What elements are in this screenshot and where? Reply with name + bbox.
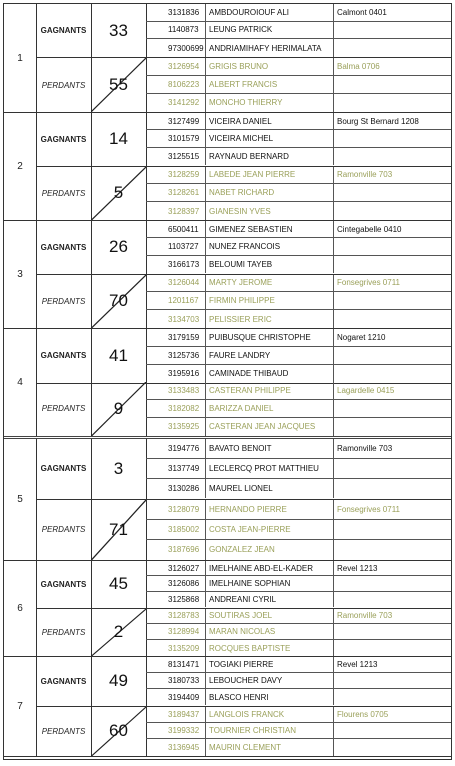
club-name: Fonsegrives 0711 (337, 504, 400, 514)
club-name: Calmont 0401 (337, 7, 387, 17)
club-name (334, 459, 451, 478)
player-name: GRIGIS BRUNO (206, 58, 334, 75)
club-name: Flourens 0705 (337, 709, 389, 719)
club-name (334, 520, 451, 539)
club-name (334, 689, 451, 705)
group-number: 1 (4, 4, 37, 112)
player-id: 3137749 (146, 459, 206, 478)
winners-block (36, 439, 451, 500)
club-name (334, 202, 451, 220)
group-number: 7 (4, 657, 37, 756)
losers-label: PERDANTS (36, 500, 92, 561)
player-id: 1103727 (146, 238, 206, 254)
club-name (334, 739, 451, 755)
club-name (334, 592, 451, 607)
results-sheet (3, 3, 452, 760)
player-row (146, 329, 451, 347)
losers-score (91, 707, 147, 757)
winners-label: GAGNANTS (36, 657, 92, 706)
score-value: 55 (109, 75, 128, 94)
player-name: CASTERAN PHILIPPE (206, 382, 334, 399)
player-name: FIRMIN PHILIPPE (206, 292, 334, 309)
player-name: ROCQUES BAPTISTE (206, 640, 334, 656)
club-name (334, 39, 451, 57)
winners-block (36, 657, 451, 707)
losers-block (36, 58, 451, 112)
player-row (146, 4, 451, 22)
player-row (146, 202, 451, 220)
player-row (146, 76, 451, 94)
winners-label: GAGNANTS (36, 561, 92, 608)
winners-score (91, 657, 147, 706)
player-id: 3128259 (146, 167, 206, 184)
player-row (146, 624, 451, 640)
player-row (146, 256, 451, 273)
club-name: Ramonville 703 (337, 170, 393, 180)
player-name: BLASCO HENRI (206, 689, 334, 705)
winners-score (91, 561, 147, 608)
player-name: GIMENEZ SEBASTIEN (206, 221, 334, 237)
losers-score (91, 167, 147, 221)
player-row (146, 310, 451, 328)
player-name: VICEIRA DANIEL (206, 113, 334, 129)
club-name (334, 347, 451, 364)
player-name: AMBDOUROIOUF ALI (206, 4, 334, 21)
player-name: MONCHO THIERRY (206, 94, 334, 112)
match-group (4, 439, 451, 561)
winners-score (91, 439, 147, 499)
player-row (146, 400, 451, 418)
match-group (4, 4, 451, 113)
losers-label: PERDANTS (36, 275, 92, 329)
player-id: 3101579 (146, 130, 206, 146)
player-row (146, 479, 451, 499)
score-value: 70 (109, 291, 128, 311)
player-id: 3199332 (146, 723, 206, 738)
player-row (146, 418, 451, 436)
player-name: LEBOUCHER DAVY (206, 673, 334, 688)
player-row (146, 94, 451, 112)
score-value: 41 (109, 345, 128, 365)
player-row (146, 576, 451, 591)
club-name (334, 723, 451, 738)
player-row (146, 561, 451, 576)
player-name: IMELHAINE ABD-EL-KADER (206, 561, 334, 575)
player-row (146, 113, 451, 130)
club-name (334, 640, 451, 656)
player-name: PUIBUSQUE CHRISTOPHE (206, 329, 334, 346)
winners-block (36, 329, 451, 384)
losers-block (36, 707, 451, 757)
losers-score (91, 382, 147, 437)
player-id: 3194409 (146, 689, 206, 705)
player-name: LECLERCQ PROT MATTHIEU (206, 459, 334, 478)
player-id: 3166173 (146, 256, 206, 273)
losers-block (36, 167, 451, 221)
losers-block (36, 382, 451, 437)
player-name: LEUNG PATRICK (206, 22, 334, 39)
score-value: 14 (109, 129, 128, 149)
player-id: 3133483 (146, 382, 206, 399)
club-name: Fonsegrives 0711 (337, 278, 400, 288)
winners-score (91, 329, 147, 383)
player-id: 3128261 (146, 184, 206, 201)
player-name: MARAN NICOLAS (206, 624, 334, 639)
player-row (146, 439, 451, 459)
player-row (146, 221, 451, 238)
club-name (334, 576, 451, 590)
losers-block (36, 500, 451, 561)
player-id: 3128079 (146, 500, 206, 519)
player-row (146, 58, 451, 76)
player-name: COSTA JEAN-PIERRE (206, 520, 334, 539)
score-value: 60 (109, 721, 128, 741)
player-name: CAMINADE THIBAUD (206, 365, 334, 383)
player-row (146, 167, 451, 185)
losers-score (91, 500, 147, 561)
club-name: Revel 1213 (337, 660, 378, 670)
player-name: SOUTIRAS JOEL (206, 609, 334, 624)
player-name: ANDREANI CYRIL (206, 592, 334, 607)
player-id: 1140873 (146, 22, 206, 39)
player-id: 3126044 (146, 275, 206, 292)
player-row (146, 540, 451, 560)
group-number: 5 (4, 439, 37, 560)
club-name (334, 310, 451, 328)
score-value: 49 (109, 671, 128, 691)
player-id: 1201167 (146, 292, 206, 309)
club-name (334, 624, 451, 639)
club-name (334, 94, 451, 112)
player-name: HERNANDO PIERRE (206, 500, 334, 519)
losers-label: PERDANTS (36, 167, 92, 221)
club-name (334, 673, 451, 688)
player-id: 3125736 (146, 347, 206, 364)
player-id: 3136945 (146, 739, 206, 755)
player-row (146, 739, 451, 755)
player-name: BARIZZA DANIEL (206, 400, 334, 417)
club-name (334, 76, 451, 93)
player-name: VICEIRA MICHEL (206, 130, 334, 146)
player-name: NABET RICHARD (206, 184, 334, 201)
player-name: ALBERT FRANCIS (206, 76, 334, 93)
player-id: 3189437 (146, 707, 206, 722)
player-id: 3182082 (146, 400, 206, 417)
winners-score (91, 113, 147, 166)
player-id: 3126954 (146, 58, 206, 75)
winners-label: GAGNANTS (36, 113, 92, 166)
player-row (146, 500, 451, 520)
losers-label: PERDANTS (36, 58, 92, 112)
player-row (146, 238, 451, 255)
score-value: 5 (113, 183, 124, 203)
score-value: 45 (109, 574, 128, 594)
player-name: GONZALEZ JEAN (206, 540, 334, 560)
player-id: 3128783 (146, 609, 206, 624)
player-id: 3134703 (146, 310, 206, 328)
player-id: 3187696 (146, 540, 206, 560)
player-row (146, 365, 451, 383)
player-id: 3127499 (146, 113, 206, 129)
player-row (146, 640, 451, 656)
player-name: MARTY JEROME (206, 275, 334, 292)
losers-block (36, 609, 451, 657)
club-name (334, 479, 451, 499)
player-id: 3194776 (146, 439, 206, 458)
winners-block (36, 113, 451, 167)
player-name: CASTERAN JEAN JACQUES (206, 418, 334, 436)
winners-label: GAGNANTS (36, 4, 92, 57)
club-name (334, 418, 451, 436)
winners-block (36, 221, 451, 275)
player-id: 3128994 (146, 624, 206, 639)
player-id: 3126027 (146, 561, 206, 575)
player-id: 3130286 (146, 479, 206, 499)
player-row (146, 39, 451, 57)
player-row (146, 609, 451, 625)
match-group (4, 113, 451, 221)
club-name (334, 148, 451, 165)
player-id: 8106223 (146, 76, 206, 93)
club-name: Bourg St Bernard 1208 (337, 116, 419, 126)
player-row (146, 275, 451, 293)
player-id: 3125515 (146, 148, 206, 165)
losers-block (36, 275, 451, 329)
player-id: 3141292 (146, 94, 206, 112)
winners-block (36, 4, 451, 58)
player-id: 97300699 (146, 39, 206, 57)
player-row (146, 347, 451, 365)
player-row (146, 22, 451, 40)
player-name: MAURIN CLEMENT (206, 739, 334, 755)
club-name: Nogaret 1210 (337, 332, 386, 342)
match-group (4, 221, 451, 329)
club-name: Balma 0706 (337, 61, 380, 71)
club-name (334, 292, 451, 309)
losers-score (91, 275, 147, 329)
losers-score (91, 58, 147, 112)
player-name: LABEDE JEAN PIERRE (206, 167, 334, 184)
player-id: 3180733 (146, 673, 206, 688)
club-name: Lagardelle 0415 (337, 385, 395, 395)
player-name: TOGIAKI PIERRE (206, 657, 334, 672)
player-id: 3185002 (146, 520, 206, 539)
player-name: PELISSIER ERIC (206, 310, 334, 328)
player-id: 3135209 (146, 640, 206, 656)
player-id: 3131836 (146, 4, 206, 21)
winners-label: GAGNANTS (36, 439, 92, 499)
player-name: FAURE LANDRY (206, 347, 334, 364)
player-row (146, 130, 451, 147)
player-name: BELOUMI TAYEB (206, 256, 334, 273)
player-id: 6500411 (146, 221, 206, 237)
club-name (334, 256, 451, 273)
winners-label: GAGNANTS (36, 329, 92, 383)
player-name: LANGLOIS FRANCK (206, 707, 334, 722)
match-group (4, 561, 451, 657)
winners-label: GAGNANTS (36, 221, 92, 274)
player-row (146, 148, 451, 165)
match-group (4, 657, 451, 757)
player-name: BAVATO BENOIT (206, 439, 334, 458)
group-number: 6 (4, 561, 37, 656)
player-row (146, 382, 451, 400)
club-name (334, 184, 451, 201)
player-name: GIANESIN YVES (206, 202, 334, 220)
club-name: Cintegabelle 0410 (337, 224, 402, 234)
winners-block (36, 561, 451, 609)
player-row (146, 723, 451, 739)
score-value: 26 (109, 237, 128, 257)
club-name: Ramonville 703 (337, 443, 393, 453)
group-number: 4 (4, 329, 37, 436)
score-value: 3 (113, 458, 124, 478)
group-number: 2 (4, 113, 37, 220)
score-value: 33 (109, 20, 128, 40)
club-name (334, 238, 451, 254)
winners-score (91, 4, 147, 57)
match-group (4, 329, 451, 439)
club-name (334, 22, 451, 39)
player-id: 3179159 (146, 329, 206, 346)
group-number: 3 (4, 221, 37, 328)
player-name: ANDRIAMIHAFY HERIMALATA (206, 39, 334, 57)
losers-label: PERDANTS (36, 382, 92, 437)
club-name: Revel 1213 (337, 563, 378, 573)
player-name: MAUREL LIONEL (206, 479, 334, 499)
winners-score (91, 221, 147, 274)
player-row (146, 520, 451, 540)
club-name: Ramonville 703 (337, 611, 393, 621)
player-id: 8131471 (146, 657, 206, 672)
score-value: 2 (113, 622, 124, 642)
player-name: IMELHAINE SOPHIAN (206, 576, 334, 590)
score-value: 71 (109, 519, 128, 539)
player-name: NUNEZ FRANCOIS (206, 238, 334, 254)
player-name: RAYNAUD BERNARD (206, 148, 334, 165)
player-row (146, 292, 451, 310)
player-id: 3195916 (146, 365, 206, 383)
player-row (146, 459, 451, 479)
player-row (146, 184, 451, 202)
club-name (334, 400, 451, 417)
player-id: 3135925 (146, 418, 206, 436)
losers-score (91, 609, 147, 657)
player-row (146, 689, 451, 705)
player-row (146, 657, 451, 673)
losers-label: PERDANTS (36, 707, 92, 757)
player-id: 3126086 (146, 576, 206, 590)
player-row (146, 592, 451, 607)
club-name (334, 540, 451, 560)
player-row (146, 673, 451, 689)
player-id: 3125868 (146, 592, 206, 607)
losers-label: PERDANTS (36, 609, 92, 657)
club-name (334, 130, 451, 146)
player-id: 3128397 (146, 202, 206, 220)
club-name (334, 365, 451, 383)
player-row (146, 707, 451, 723)
player-name: TOURNIER CHRISTIAN (206, 723, 334, 738)
score-value: 9 (113, 398, 124, 418)
